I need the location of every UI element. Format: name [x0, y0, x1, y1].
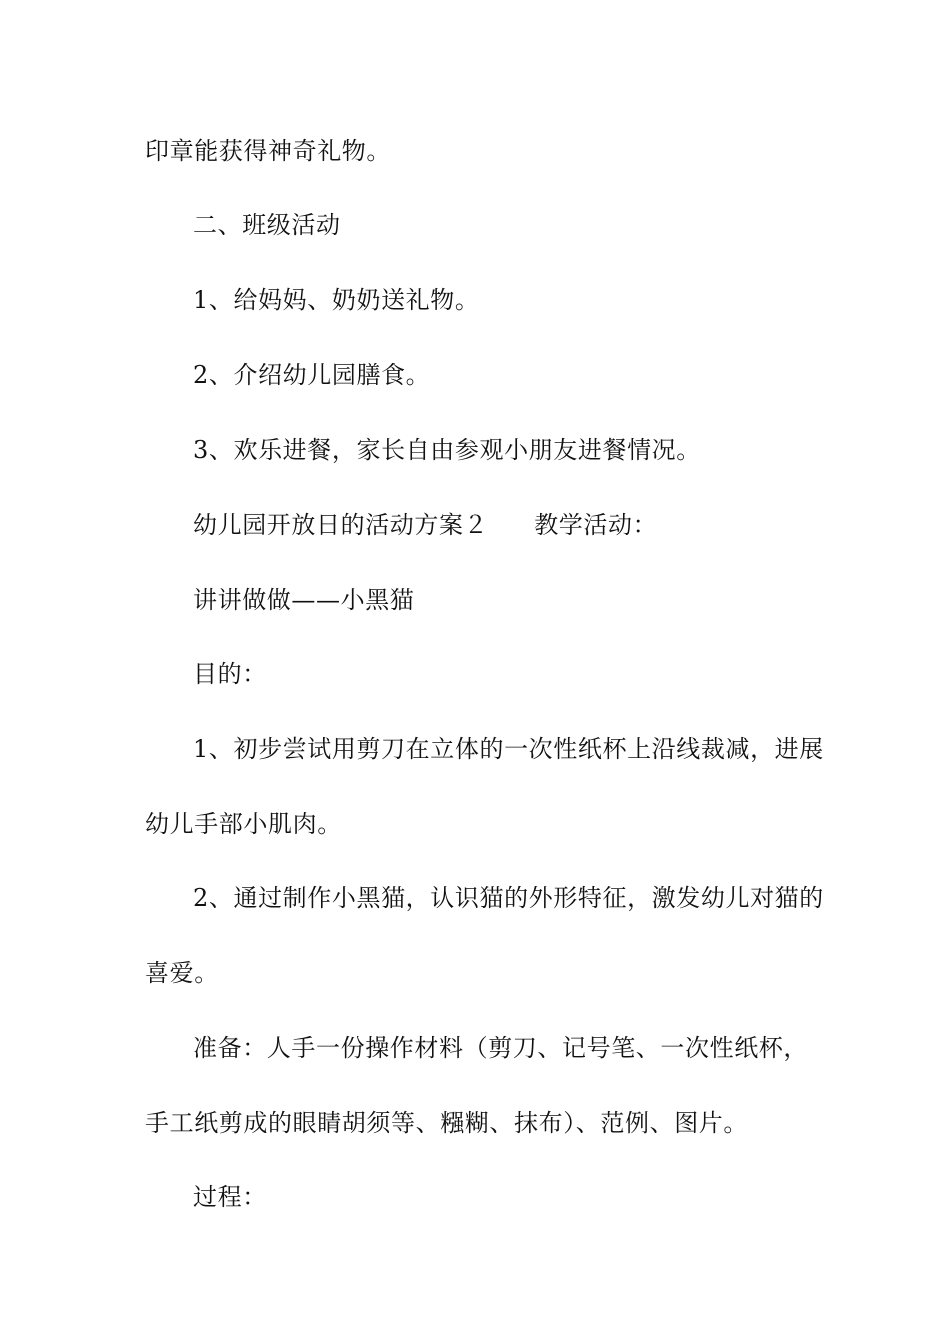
list-item: 2、介绍幼儿园膳食。	[193, 361, 431, 389]
plan-title-line	[193, 510, 657, 540]
paragraph-line: 准备：人手一份操作材料（剪刀、记号笔、一次性纸杯，	[193, 1034, 808, 1062]
paragraph-line: 1、初步尝试用剪刀在立体的一次性纸杯上沿线裁减，进展	[193, 735, 824, 763]
purpose-heading: 目的：	[193, 660, 267, 688]
list-item: 3、欢乐进餐，家长自由参观小朋友进餐情况。	[193, 436, 701, 464]
paragraph-line: 喜爱。	[145, 959, 219, 987]
list-item: 1、给妈妈、奶奶送礼物。	[193, 286, 480, 314]
paragraph-line: 2、通过制作小黑猫，认识猫的外形特征，激发幼儿对猫的	[193, 884, 824, 912]
process-heading: 过程：	[193, 1183, 267, 1211]
paragraph-line: 幼儿手部小肌肉。	[145, 810, 342, 838]
paragraph-line: 手工纸剪成的眼睛胡须等、糨糊、抹布）、范例、图片。	[145, 1109, 748, 1137]
section-heading: 二、班级活动	[193, 211, 341, 239]
teaching-activity-label: 教学活动：	[534, 511, 658, 539]
plan-title: 幼儿园开放日的活动方案２	[193, 511, 489, 539]
activity-title: 讲讲做做——小黑猫	[193, 586, 415, 614]
paragraph-line: 印章能获得神奇礼物。	[145, 137, 391, 165]
